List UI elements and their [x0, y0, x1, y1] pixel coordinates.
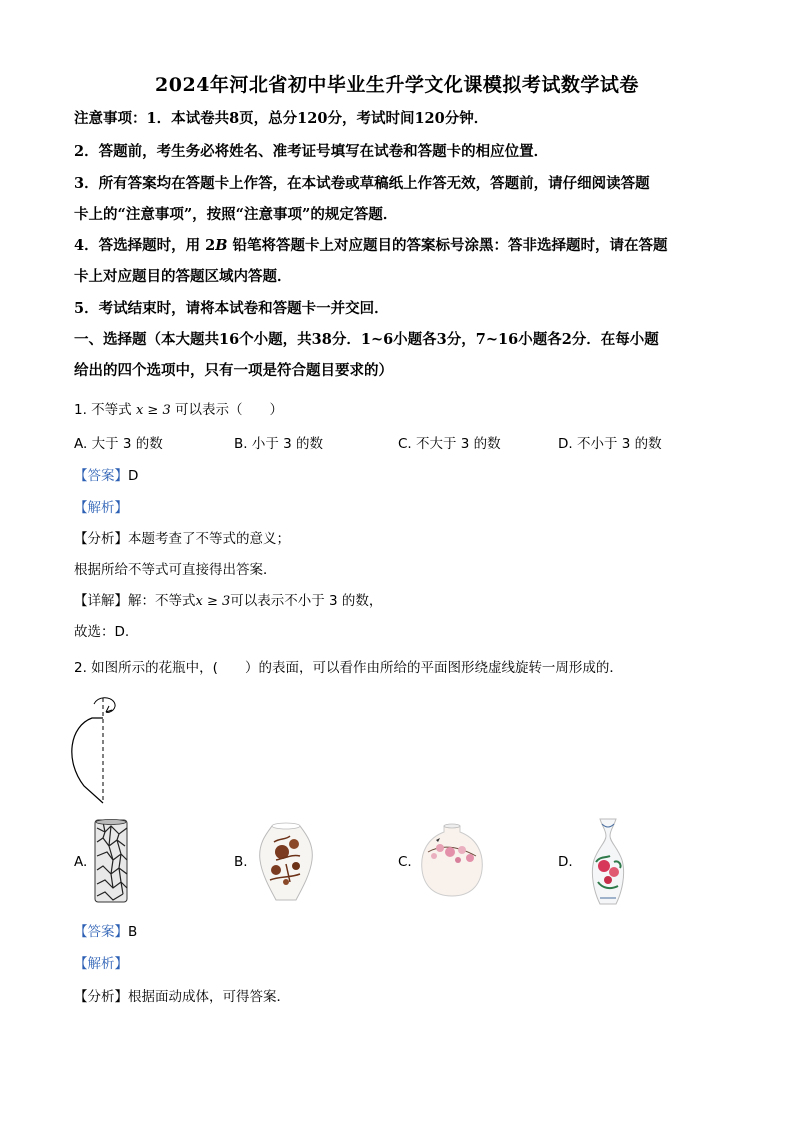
q1-option-d: D. 不小于 3 的数	[558, 436, 662, 452]
vase-b-image	[256, 820, 316, 904]
q2-option-c-label: C.	[398, 854, 412, 870]
q2-fenxi-tag: 【分析】	[74, 989, 128, 1005]
q2-fenxi	[74, 985, 290, 1005]
q1-detail-pre: 解：不等式	[128, 593, 196, 609]
q2-option-a-label: A.	[74, 854, 88, 870]
notice-4-b: B	[215, 237, 228, 254]
q1-option-c: C. 不大于 3 的数	[398, 436, 501, 452]
section-heading-a: 一、选择题（本大题共16个小题，共38分．1~6小题各3分，7~16小题各2分．在每小题	[74, 331, 659, 348]
q1-option-b: B. 小于 3 的数	[234, 436, 324, 452]
q2-analysis-tag: 【解析】	[74, 956, 128, 972]
vase-profile-curve	[72, 718, 103, 803]
q2-answer-tag: 【答案】	[74, 924, 128, 940]
q2-option-d-label: D.	[558, 854, 573, 870]
q2-stem: 2. 如图所示的花瓶中，( ）的表面，可以看作由所给的平面图形绕虚线旋转一周形成的．	[74, 660, 623, 676]
answer-tag: 【答案】	[74, 468, 128, 484]
notice-line-3a: 3．所有答案均在答题卡上作答，在本试卷或草稿纸上作答无效，答题前，请仔细阅读答题	[74, 175, 650, 192]
q2-fenxi-text: 根据面动成体，可得答案．	[128, 989, 290, 1005]
notice-line-5: 5．考试结束时，请将本试卷和答题卡一并交回．	[74, 300, 389, 317]
q1-answer-value: D	[128, 468, 139, 484]
notice-line-2: 2．答题前，考生务必将姓名、准考证号填写在试卷和答题卡的相应位置．	[74, 143, 549, 160]
rotation-figure	[66, 690, 126, 808]
notice-4-pre: 4．答选择题时，用 2	[74, 237, 216, 254]
fenxi-tag: 【分析】	[74, 531, 128, 547]
q1-option-a: A. 大于 3 的数	[74, 436, 163, 452]
q1-stem-post: 可以表示（ ）	[175, 402, 284, 418]
q1-basis: 根据所给不等式可直接得出答案．	[74, 562, 277, 578]
notice-4-post: 铅笔将答题卡上对应题目的答案标号涂黑：答非选择题时，请在答题	[227, 237, 668, 254]
q1-expr: x ≥ 3	[135, 403, 171, 418]
q1-detail	[74, 589, 382, 609]
vase-a-cylinder-image	[93, 818, 129, 904]
notice-line-1: 注意事项：1．本试卷共8页，总分120分，考试时间120分钟．	[74, 110, 489, 127]
notice-line-4b: 卡上对应题目的答题区域内答题．	[74, 268, 292, 285]
q1-detail-expr: x ≥ 3	[195, 594, 231, 609]
q1-answer	[74, 464, 138, 484]
detail-tag: 【详解】	[74, 593, 128, 609]
q1-stem-pre: 1. 不等式	[74, 402, 132, 418]
notice-line-3b: 卡上的“注意事项”，按照“注意事项”的规定答题．	[74, 206, 398, 223]
q1-fenxi-text: 本题考查了不等式的意义；	[128, 531, 290, 547]
page-title: 2024年河北省初中毕业生升学文化课模拟考试数学试卷	[155, 74, 639, 96]
q1-stem	[74, 398, 283, 418]
q2-answer-value: B	[128, 924, 138, 940]
q1-detail-post: 可以表示不小于 3 的数，	[230, 593, 383, 609]
section-heading-b: 给出的四个选项中，只有一项是符合题目要求的）	[74, 362, 393, 379]
vase-d-image	[588, 816, 628, 908]
q2-answer	[74, 920, 137, 940]
vase-c-image	[418, 822, 486, 900]
q2-option-b-label: B.	[234, 854, 248, 870]
notice-line-4a	[74, 234, 668, 255]
q1-choose: 故选：D.	[74, 624, 130, 640]
q1-fenxi	[74, 527, 290, 547]
q1-analysis-tag: 【解析】	[74, 500, 128, 516]
